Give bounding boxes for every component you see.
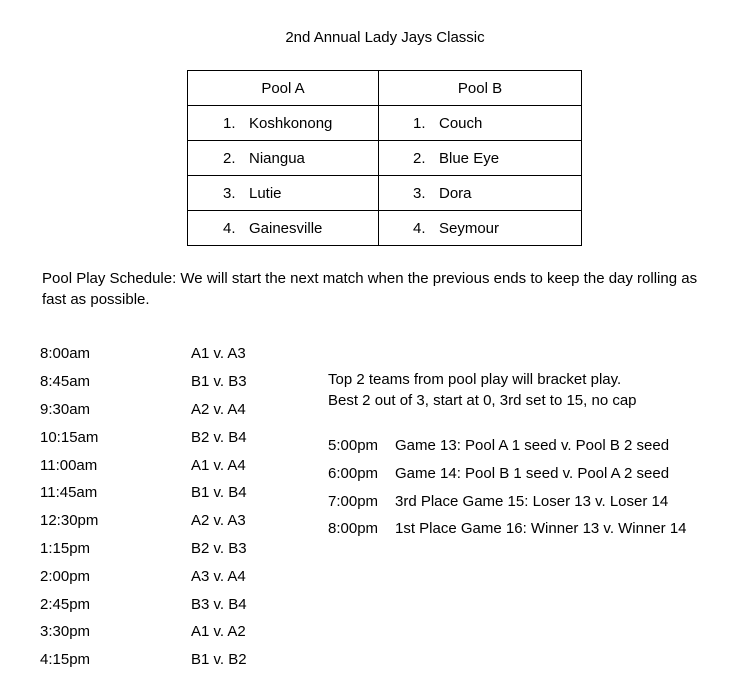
team-name: Koshkonong: [249, 114, 333, 132]
schedule-row: [40, 590, 311, 618]
bracket-info-line: Top 2 teams from pool play will bracket play.: [328, 371, 622, 388]
schedule-row: [40, 423, 311, 451]
match-teams: A2 v. A3: [191, 512, 246, 530]
seed-number: 1.: [223, 114, 236, 132]
game-time: 8:00pm: [328, 520, 379, 538]
match-time: 8:00am: [40, 345, 91, 363]
pool-a-cell: [188, 141, 379, 176]
schedule-row: [40, 507, 311, 535]
schedule-row: [40, 535, 311, 563]
seed-number: 3.: [223, 184, 236, 202]
pool-b-cell: [379, 106, 582, 141]
pool-play-schedule: [40, 340, 311, 674]
pool-play-intro: Pool Play Schedule: We will start the next match when the previous ends to keep the day rolling as fast as possible.: [42, 270, 698, 308]
game-description: 1st Place Game 16: Winner 13 v. Winner 14: [395, 520, 687, 538]
match-teams: A1 v. A3: [191, 345, 246, 363]
pool-a-cell: [188, 176, 379, 211]
pool-b-cell: [379, 141, 582, 176]
bracket-game-row: [328, 487, 687, 515]
pool-a-cell: [188, 106, 379, 141]
game-description: 3rd Place Game 15: Loser 13 v. Loser 14: [395, 492, 669, 510]
seed-number: 4.: [223, 219, 236, 237]
schedule-row: [40, 451, 311, 479]
pools-row: [188, 106, 582, 141]
pools-header-row: [188, 71, 582, 106]
game-time: 6:00pm: [328, 465, 379, 483]
pool-b-header: Pool B: [379, 71, 582, 106]
team-name: Niangua: [249, 149, 305, 167]
pools-row: [188, 141, 582, 176]
game-time: 7:00pm: [328, 492, 379, 510]
pool-a-header: Pool A: [188, 71, 379, 106]
seed-number: 2.: [413, 149, 426, 167]
game-description: Game 13: Pool A 1 seed v. Pool B 2 seed: [395, 437, 670, 455]
pool-b-cell: [379, 211, 582, 246]
match-teams: B1 v. B2: [191, 651, 247, 669]
team-name: Seymour: [439, 219, 500, 237]
schedule-row: [40, 618, 311, 646]
pool-a-cell: [188, 211, 379, 246]
pools-row: [188, 176, 582, 211]
bracket-game-row: [328, 515, 687, 543]
match-teams: A2 v. A4: [191, 400, 246, 418]
pool-b-cell: [379, 176, 582, 211]
schedule-row: [40, 562, 311, 590]
pools-row: [188, 211, 582, 246]
match-time: 3:30pm: [40, 623, 91, 641]
match-teams: B2 v. B3: [191, 539, 247, 557]
match-teams: B2 v. B4: [191, 428, 247, 446]
match-time: 2:00pm: [40, 567, 91, 585]
match-time: 11:00am: [40, 456, 98, 474]
schedule-row: [40, 479, 311, 507]
seed-number: 1.: [413, 114, 426, 132]
match-teams: A3 v. A4: [191, 567, 246, 585]
seed-number: 4.: [413, 219, 426, 237]
team-name: Couch: [439, 114, 483, 132]
game-description: Game 14: Pool B 1 seed v. Pool A 2 seed: [395, 465, 670, 483]
match-time: 9:30am: [40, 400, 91, 418]
bracket-info-line: Best 2 out of 3, start at 0, 3rd set to 15, no cap: [328, 392, 637, 409]
match-time: 2:45pm: [40, 595, 91, 613]
match-time: 12:30pm: [40, 512, 99, 530]
team-name: Gainesville: [249, 219, 323, 237]
schedule-row: [40, 368, 311, 396]
match-teams: B1 v. B3: [191, 373, 247, 391]
match-time: 10:15am: [40, 428, 99, 446]
bracket-games: [328, 432, 687, 543]
bracket-game-row: [328, 432, 687, 460]
match-teams: A1 v. A4: [191, 456, 246, 474]
match-teams: A1 v. A2: [191, 623, 246, 641]
team-name: Blue Eye: [439, 149, 500, 167]
team-name: Lutie: [249, 184, 282, 202]
schedule-row: [40, 396, 311, 424]
match-time: 1:15pm: [40, 539, 91, 557]
team-name: Dora: [439, 184, 472, 202]
match-teams: B3 v. B4: [191, 595, 247, 613]
bracket-info: [328, 369, 637, 411]
seed-number: 2.: [223, 149, 236, 167]
bracket-game-row: [328, 460, 687, 488]
match-time: 11:45am: [40, 484, 98, 502]
document-title: 2nd Annual Lady Jays Classic: [285, 29, 485, 46]
schedule-row: [40, 340, 311, 368]
pools-table: [187, 70, 582, 246]
match-teams: B1 v. B4: [191, 484, 247, 502]
game-time: 5:00pm: [328, 437, 379, 455]
schedule-row: [40, 646, 311, 674]
match-time: 4:15pm: [40, 651, 91, 669]
match-time: 8:45am: [40, 373, 91, 391]
seed-number: 3.: [413, 184, 426, 202]
